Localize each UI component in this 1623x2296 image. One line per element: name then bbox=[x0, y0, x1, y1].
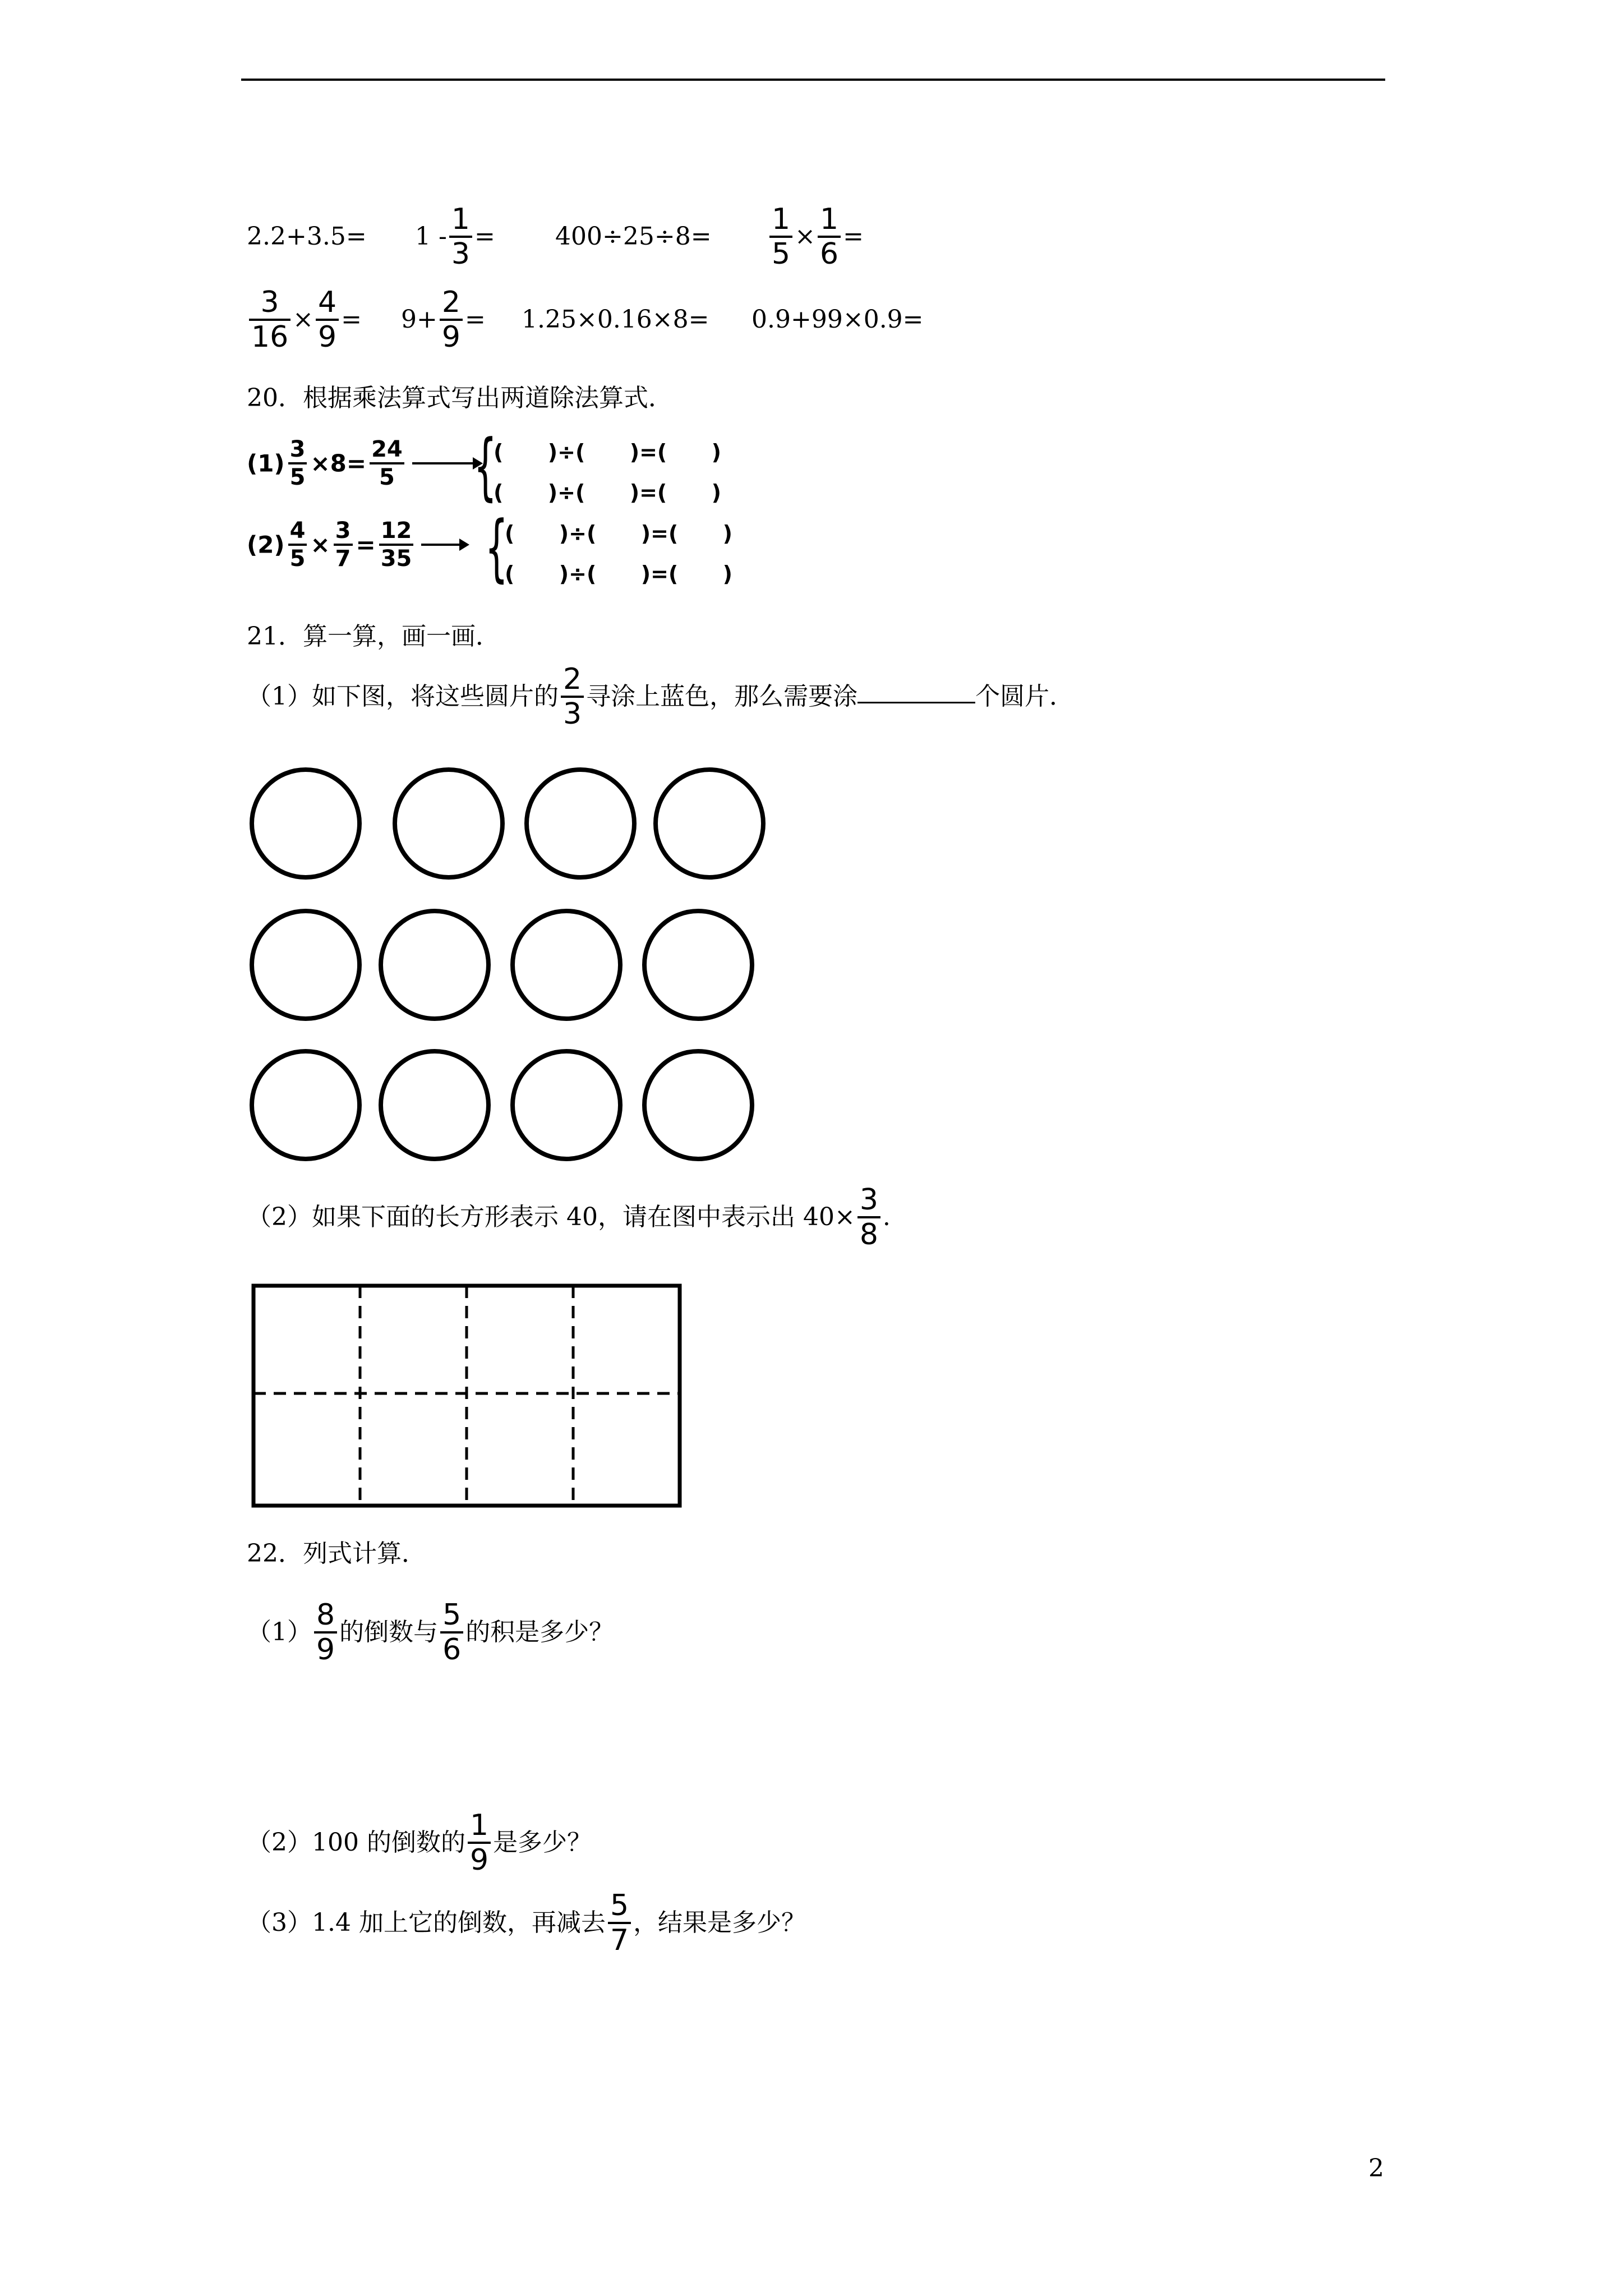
circle[interactable] bbox=[250, 909, 362, 1021]
q20-item-2: (2) $\frac{4}{5}$ × $\frac{3}{7}$ = $\frac{12}{35}$ { ( )÷( )=( ) ( )÷( )=( ) bbox=[247, 513, 864, 603]
expr-5: $\frac{3}{16}$ × $\frac{4}{9}$ = bbox=[247, 286, 362, 353]
brace-icon: { bbox=[473, 424, 497, 509]
q20-title: 20．根据乘法算式写出两道除法算式． bbox=[247, 384, 673, 412]
q21-part-1: （1）如下图，将这些圆片的 $\frac{2}{3}$ 寻涂上蓝色，那么需要涂 个圆片． bbox=[247, 662, 1075, 731]
blank-line: ( )÷( )=( ) bbox=[494, 440, 722, 464]
expr-4: $\frac{1}{5}$ × $\frac{1}{6}$ = bbox=[767, 203, 864, 270]
circle[interactable] bbox=[393, 767, 505, 880]
blank-line: ( )÷( )=( ) bbox=[494, 480, 722, 505]
circle[interactable] bbox=[510, 909, 623, 1021]
expr-8: 0.9+99×0.9= bbox=[751, 305, 924, 334]
q22-part-1: （1） $\frac{8}{9}$ 的倒数与 $\frac{5}{6}$ 的积是多少？ bbox=[247, 1598, 614, 1667]
arrow-icon bbox=[421, 544, 466, 546]
q22-title: 22．列式计算． bbox=[247, 1539, 426, 1568]
calc-row-2 bbox=[247, 286, 1032, 359]
expr-6: 9+ $\frac{2}{9}$ = bbox=[401, 286, 486, 354]
page-number: 2 bbox=[1368, 2154, 1384, 2183]
circle[interactable] bbox=[379, 1049, 491, 1161]
circle[interactable] bbox=[250, 767, 362, 880]
circle[interactable] bbox=[642, 909, 754, 1021]
answer-blank[interactable] bbox=[857, 677, 975, 703]
q21-part-2: （2）如果下面的长方形表示 40，请在图中表示出 40× $\frac{3}{8}$ . bbox=[247, 1183, 891, 1251]
circle[interactable] bbox=[379, 909, 491, 1021]
blank-line: ( )÷( )=( ) bbox=[505, 521, 733, 546]
circle[interactable] bbox=[510, 1049, 623, 1161]
expr-1: 2.2+3.5= bbox=[247, 222, 367, 251]
q22-part-3: （3）1.4 加上它的倒数，再减去 $\frac{5}{7}$ ，结果是多少？ bbox=[247, 1889, 806, 1957]
rectangle-figure[interactable] bbox=[247, 1279, 690, 1515]
q20-item-1: (1) $\frac{3}{5}$ ×8= $\frac{24}{5}$ { ( )÷( )=( ) ( )÷( )=( ) bbox=[247, 432, 864, 522]
expr-7: 1.25×0.16×8= bbox=[522, 305, 709, 334]
circle[interactable] bbox=[653, 767, 766, 880]
calc-row-1 bbox=[247, 203, 976, 276]
brace-icon: { bbox=[485, 505, 509, 590]
circle[interactable] bbox=[524, 767, 637, 880]
circle[interactable] bbox=[250, 1049, 362, 1161]
blank-line: ( )÷( )=( ) bbox=[505, 562, 733, 586]
q21-title: 21．算一算，画一画． bbox=[247, 622, 500, 651]
circle[interactable] bbox=[642, 1049, 754, 1161]
arrow-icon bbox=[412, 462, 479, 464]
expr-2: 1 - $\frac{1}{3}$ = bbox=[415, 203, 495, 271]
header-rule bbox=[241, 79, 1385, 81]
expr-3: 400÷25÷8= bbox=[555, 222, 712, 251]
q22-part-2: （2）100 的倒数的 $\frac{1}{9}$ 是多少？ bbox=[247, 1809, 592, 1877]
